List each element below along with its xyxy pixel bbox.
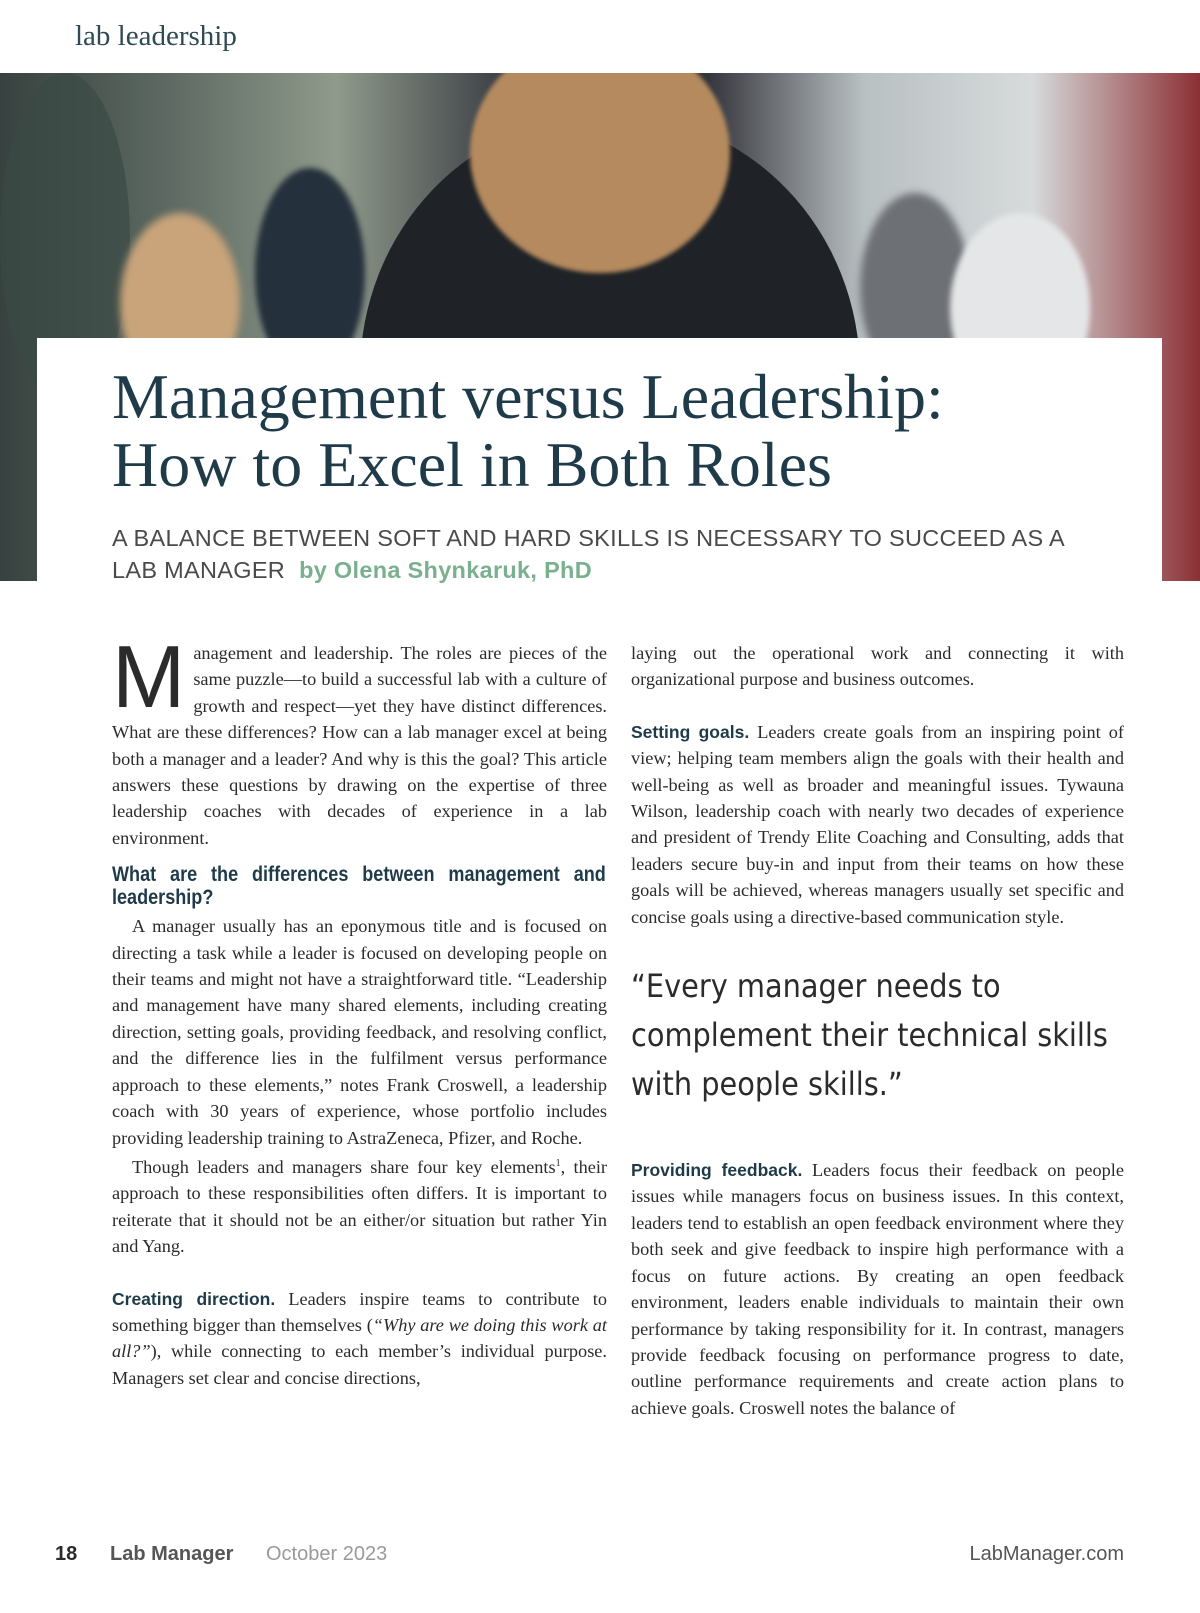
subtitle-text: A BALANCE BETWEEN SOFT AND HARD SKILLS IS NECESSARY TO SUCCEED AS A LAB MANAGER bbox=[112, 525, 1064, 583]
runin-heading: Creating direction. bbox=[112, 1288, 276, 1309]
drop-cap: M bbox=[112, 627, 186, 726]
page-number: 18 bbox=[55, 1543, 78, 1565]
publication-name: Lab Manager bbox=[110, 1543, 234, 1565]
right-column bbox=[631, 640, 1124, 1421]
runin-heading: Setting goals. bbox=[631, 721, 750, 742]
issue-date: October 2023 bbox=[266, 1543, 388, 1565]
body-paragraph: Though leaders and managers share four key elements$^1$, their approach to these responsibilities often differs. It is important to reiterate that it should not be an either/or situation but rather Yin and Yang. bbox=[112, 1157, 607, 1257]
pull-quote: “Every manager needs to complement their technical skills with people skills.” bbox=[631, 967, 1108, 1104]
body-paragraph: A manager usually has an eponymous title and is focused on directing a task while a leader is focused on developing people on their teams and might not have a straightforward title. “Leadership and management have many shared elements, including creating direction, setting goals, providing feedback, and resolving conflict, and the difference lies in the fulfilment versus performance approach to these elements,” notes Frank Croswell, a leadership coach with 30 years of experience, whose portfolio includes providing leadership training to AstraZeneca, Pfizer, and Roche. bbox=[112, 916, 607, 1148]
footnote-ref: 1 bbox=[555, 1157, 561, 1169]
article-subtitle bbox=[112, 522, 1112, 586]
article-title bbox=[112, 363, 1112, 499]
page-footer bbox=[0, 1543, 1200, 1573]
section-heading: What are the differences between management and leadership? bbox=[112, 863, 606, 910]
intro-text: anagement and leadership. The roles are pieces of the same puzzle—to build a successful lab with a culture of growth and respect—yet they have distinct differences. What are these differences? How can a lab manager excel at being both a manager and a leader? And why is this the goal? This article answers these questions by drawing on the expertise of three leadership coaches with decades of experience in a lab environment. bbox=[112, 643, 607, 848]
body-paragraph: Setting goals. Leaders create goals from an inspiring point of view; helping team members align the goals with their health and well-being as well as broader and meaningful issues. Tywauna Wilson, leadership coach with nearly two decades of experience and president of Trendy Elite Coaching and Consulting, adds that leaders secure buy-in and input from their teams on how these goals will be achieved, whereas managers usually set specific and concise goals using a directive-based communication style. bbox=[631, 721, 1124, 927]
section-label: lab leadership bbox=[75, 20, 237, 52]
intro-paragraph bbox=[112, 627, 607, 851]
left-column bbox=[112, 627, 607, 1391]
body-paragraph: Providing feedback. Leaders focus their feedback on people issues while managers focus on business issues. In this context, leaders tend to establish an open feedback environment where they both seek and give feedback to inspire high performance with a focus on future actions. By creating an open feedback environment, leaders enable individuals to maintain their own performance by taking responsibility for it. In contrast, managers provide feedback focusing on performance progress to date, outline performance requirements and create action plans to achieve goals. Croswell notes the balance of bbox=[631, 1160, 1124, 1418]
body-paragraph: laying out the operational work and connecting it with organizational purpose and business outcomes. bbox=[631, 643, 1124, 690]
title-line-1: Management versus Leadership: bbox=[112, 361, 944, 432]
runin-heading: Providing feedback. bbox=[631, 1160, 803, 1181]
title-line-2: How to Excel in Both Roles bbox=[112, 429, 832, 500]
body-paragraph: Creating direction. Leaders inspire teams to contribute to something bigger than themselves (“Why are we doing this work at all?”), while connecting to each member’s individual purpose. Managers set clear and concise directions, bbox=[112, 1288, 607, 1388]
byline: by Olena Shynkaruk, PhD bbox=[299, 557, 592, 583]
website-link[interactable]: LabManager.com bbox=[969, 1543, 1124, 1565]
